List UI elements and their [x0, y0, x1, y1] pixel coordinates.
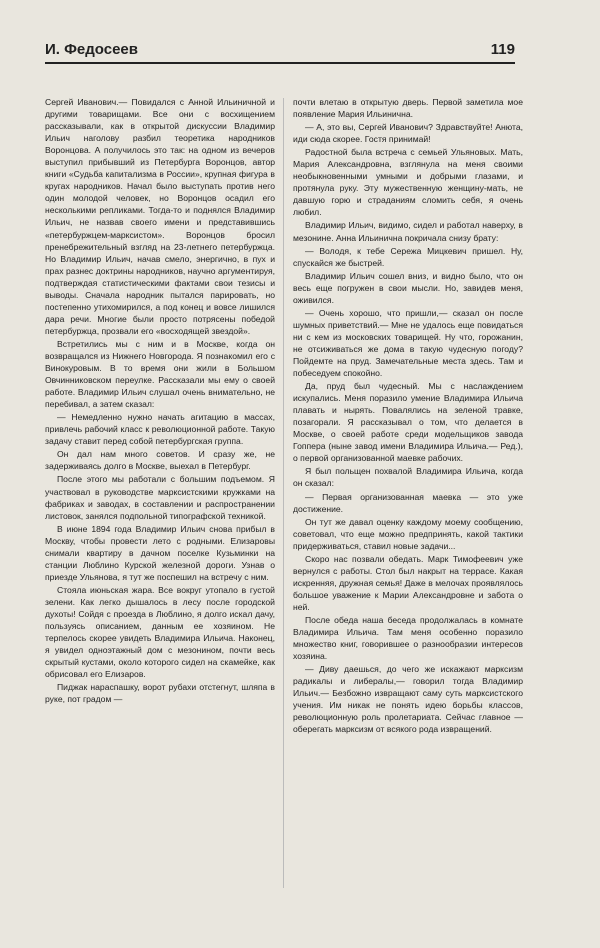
column-divider	[283, 98, 284, 888]
paragraph: После этого мы работали с большим подъемом. Я участвовал в руководстве марксистскими кружками на фабриках и заводах, в составлении и распространении листовок, занялся подпольной типографской техникой.	[45, 474, 275, 521]
paragraph: После обеда наша беседа продолжалась в комнате Владимира Ильича. Там меня особенно поразило множество книг, говорившее о разнообразии интересов хозяина.	[293, 614, 523, 662]
paragraph: В июне 1894 года Владимир Ильич снова прибыл в Москву, чтобы провести лето с родными. Елизаровы снимали квартиру в дачном поселке Кузьминки на станции Люблино Курской железной дороги. Узнав о приезде Ульянова, я тут же поспешил на встречу с ним.	[45, 523, 275, 582]
paragraph: — Володя, к тебе Сережа Мицкевич пришел. Ну, спускайся же быстрей.	[293, 245, 523, 268]
paragraph: Скоро нас позвали обедать. Марк Тимофеевич уже вернулся с работы. Стол был накрыт на террасе. Какая искренняя, дружная семья! Даже в мелочах проявлялось большое уважение к Марии Александровне и забота о ней.	[293, 553, 523, 612]
paragraph: почти влетаю в открытую дверь. Первой заметила мое появление Мария Ильинична.	[293, 97, 523, 120]
paragraph: Владимир Ильич сошел вниз, и видно было, что он весь еще погружен в свои мысли. Но, завидев меня, оживился.	[293, 270, 523, 305]
paragraph: Я был польщен похвалой Владимира Ильича, когда он сказал:	[293, 466, 523, 489]
paragraph: — Очень хорошо, что пришли,— сказал он после шумных приветствий.— Мне не удалось еще повидаться ни с кем из московских товарищей. Ну что, горожанин, не отсиживаться же дома в такую чудесную погоду? Пойдемте на пруд. Замечательные места здесь. Там и побеседуем спокойно.	[293, 307, 523, 379]
paragraph: — А, это вы, Сергей Иванович? Здравствуйте! Анюта, иди сюда скорее. Гостя принимай!	[293, 122, 523, 145]
paragraph: Владимир Ильич, видимо, сидел и работал наверху, в мезонине. Анна Ильинична покричала снизу брату:	[293, 220, 523, 243]
right-column	[293, 96, 523, 916]
page-header	[45, 34, 515, 64]
paragraph: Радостной была встреча с семьей Ульяновых. Мать, Мария Александровна, взглянула на меня своими необыкновенными умными и добрыми глазами, и протянула руку. Эту мужественную женщину-мать, не давшую горю и страданиям сломить себя, я очень любил.	[293, 147, 523, 218]
paragraph: Он дал нам много советов. И сразу же, не задерживаясь долго в Москве, выехал в Петербург.	[45, 449, 275, 472]
paragraph: Сергей Иванович.— Повидался с Анной Ильиничной и другими товарищами. Все они с восхищением рассказывали, как в открытой дискуссии Владимир Ильич наголову разбил теоретика народников Воронцова. А получилось это так: на одном из вечеров выступил прибывший из Петербурга Воронцов, автор книги «Судьба капитализма в России», крупная фигура в кругах народников. Начал было выступать против него один молодой человек, но Воронцов осадил его несколькими репликами. Тогда-то и поднялся Владимир Ильич, не назвав своего имени и представившись «петербуржцем-марксистом». Воронцов бросил пренебрежительный взгляд на 23-летнего петербуржца. Но Владимир Ильич, начав смело, энергично, в пух и прах разнес доктрины народников, научно аргументируя, подтверждая статистическими фактами свои тезисы и выводы. Сначала народник пытался парировать, но постепенно утихомирился, а под конец и вовсе лишился дара речи. Многие были просто потрясены победой петербуржца, прозвали его «восходящей звездой».	[45, 97, 275, 336]
paragraph: — Первая организованная маевка — это уже достижение.	[293, 491, 523, 514]
paragraph: Да, пруд был чудесный. Мы с наслаждением искупались. Меня поразило умение Владимира Ильича плавать и нырять. Повалялись на зеленой травке, позагорали. Я рассказывал о том, что делается в Москве, о своей работе среди модельщиков завода Гоппера (ныне завод имени Владимира Ильича.— Ред.), о первой организованной маевке рабочих.	[293, 381, 523, 464]
paragraph: Встретились мы с ним и в Москве, когда он возвращался из Нижнего Новгорода. Я познакомил его с Винокуровым. В то время они жили в Большом Овчинниковском переулке. Рассказали мы ему о своей работе. Владимир Ильич слушал очень внимательно, не перебивал, а затем сказал:	[45, 338, 275, 410]
page-number: 119	[490, 41, 515, 58]
running-head-author: И. Федосеев	[45, 41, 138, 58]
paragraph: — Диву даешься, до чего же искажают марксизм радикалы и либералы,— говорил тогда Владимир Ильич.— Безбожно извращают саму суть марксистского учения. Им никак не понять идею борьбы классов, революционную роль пролетариата. Сейчас главное — оберегать марксизм от всякого рода извращений.	[293, 664, 523, 735]
left-column	[45, 96, 275, 916]
paragraph: — Немедленно нужно начать агитацию в массах, привлечь рабочий класс к революционной работе. Такую задачу ставит перед собой петербургская группа.	[45, 412, 275, 447]
paragraph: Пиджак нараспашку, ворот рубахи отстегнут, шляпа в руке, пот градом —	[45, 682, 275, 705]
paragraph: Стояла июньская жара. Все вокруг утопало в густой зелени. Как легко дышалось в лесу после городской духоты! Сойдя с проезда в Люблино, я долго искал дачу, пользуясь описанием, данным ее хозяином. Не терпелось скорее увидеть Владимира Ильича. Наконец, я увидел одноэтажный дом с мезонином, почти весь скрытый кустами, около которого сидел на скамейке, как обрисовал его Елизаров.	[45, 584, 275, 680]
paragraph: Он тут же давал оценку каждому моему сообщению, советовал, что еще можно предпринять, какой тактики придерживаться, ставил новые задачи...	[293, 516, 523, 551]
